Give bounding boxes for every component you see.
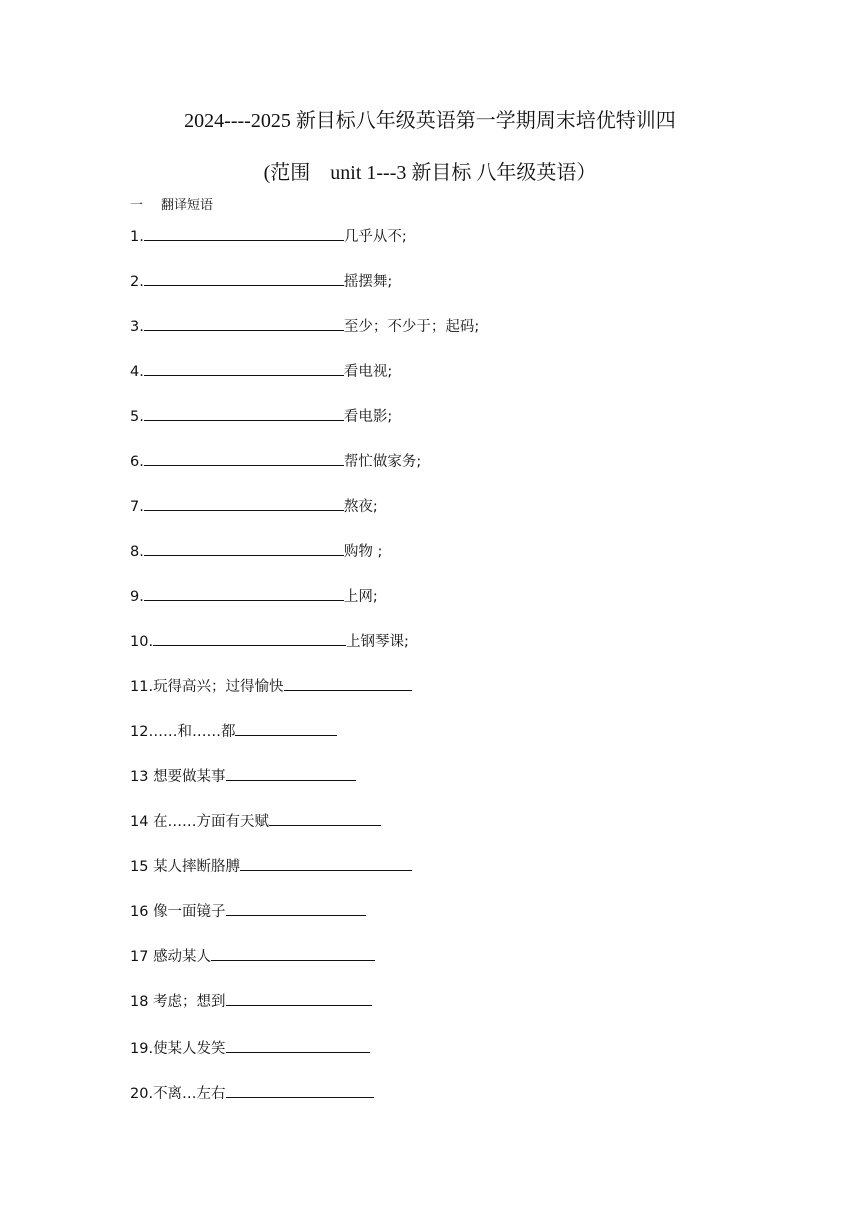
answer-blank[interactable]: [144, 271, 344, 286]
item-text: 看电视;: [343, 364, 393, 380]
list-item: [130, 496, 378, 517]
item-number: 4.: [130, 364, 144, 380]
item-number: 17: [130, 949, 154, 965]
answer-blank[interactable]: [226, 766, 356, 781]
item-number: 5.: [130, 409, 144, 425]
list-item: [130, 721, 337, 742]
item-number: 3.: [130, 319, 144, 335]
item-text: 帮忙做家务;: [343, 454, 422, 470]
item-text: ……和……都: [148, 724, 236, 740]
answer-blank[interactable]: [226, 1038, 370, 1053]
answer-blank[interactable]: [144, 406, 344, 421]
list-item: [130, 271, 392, 292]
section-heading: [130, 194, 213, 213]
item-text: 几乎从不;: [343, 229, 407, 245]
answer-blank[interactable]: [226, 1083, 374, 1098]
answer-blank[interactable]: [144, 316, 344, 331]
item-text: 像一面镜子: [153, 904, 226, 920]
item-text: 某人摔断胳膊: [153, 859, 241, 875]
item-text: 摇摆舞;: [343, 274, 393, 290]
answer-blank[interactable]: [240, 856, 412, 871]
item-text: 感动某人: [153, 949, 212, 965]
answer-blank[interactable]: [144, 361, 344, 376]
list-item: [130, 946, 375, 967]
list-item: [130, 406, 392, 427]
list-item: [130, 811, 381, 832]
item-number: 12: [130, 724, 149, 740]
item-number: 10.: [130, 634, 154, 650]
answer-blank[interactable]: [144, 451, 344, 466]
item-text: 使某人发笑: [153, 1041, 226, 1057]
item-text: 看电影;: [343, 409, 393, 425]
answer-blank[interactable]: [211, 946, 375, 961]
item-number: 19.: [130, 1041, 154, 1057]
answer-blank[interactable]: [144, 586, 344, 601]
answer-blank[interactable]: [284, 676, 412, 691]
list-item: [130, 766, 356, 787]
list-item: [130, 541, 382, 562]
document-title: 2024----2025 新目标八年级英语第一学期周末培优特训四: [184, 110, 676, 132]
item-number: 9.: [130, 589, 144, 605]
item-number: 8.: [130, 544, 144, 560]
list-item: [130, 361, 392, 382]
item-text: 购物 ;: [343, 544, 383, 560]
list-item: [130, 316, 479, 337]
list-item: [130, 856, 412, 877]
item-text: 想要做某事: [153, 769, 226, 785]
list-item: [130, 631, 409, 652]
list-item: [130, 991, 372, 1012]
item-number: 20.: [130, 1086, 154, 1102]
item-text: 考虑；想到: [153, 994, 226, 1010]
item-number: 11.: [130, 679, 154, 695]
section-label: 翻译短语: [161, 198, 214, 213]
item-text: 不离…左右: [153, 1086, 226, 1102]
answer-blank[interactable]: [144, 541, 344, 556]
item-number: 16: [130, 904, 154, 920]
answer-blank[interactable]: [144, 496, 344, 511]
document-subtitle: (范围 unit 1---3 新目标 八年级英语）: [263, 162, 597, 184]
item-number: 15: [130, 859, 154, 875]
item-number: 2.: [130, 274, 144, 290]
answer-blank[interactable]: [144, 226, 344, 241]
section-number: 一: [130, 198, 144, 213]
item-text: 上钢琴课;: [346, 634, 409, 650]
list-item: [130, 676, 412, 697]
item-number: 13: [130, 769, 154, 785]
answer-blank[interactable]: [235, 721, 337, 736]
item-number: 1.: [130, 229, 144, 245]
list-item: [130, 586, 378, 607]
item-number: 7.: [130, 499, 144, 515]
item-number: 14: [130, 814, 154, 830]
item-text: 至少；不少于；起码;: [343, 319, 480, 335]
item-number: 18: [130, 994, 154, 1010]
item-text: 熬夜;: [343, 499, 378, 515]
list-item: [130, 1038, 370, 1059]
list-item: [130, 226, 407, 247]
item-text: 上网;: [343, 589, 378, 605]
answer-blank[interactable]: [269, 811, 381, 826]
answer-blank[interactable]: [226, 901, 366, 916]
list-item: [130, 901, 366, 922]
answer-blank[interactable]: [226, 991, 372, 1006]
list-item: [130, 1083, 374, 1104]
item-text: 玩得高兴；过得愉快: [153, 679, 284, 695]
item-number: 6.: [130, 454, 144, 470]
list-item: [130, 451, 421, 472]
item-text: 在……方面有天赋: [153, 814, 270, 830]
answer-blank[interactable]: [153, 631, 346, 646]
